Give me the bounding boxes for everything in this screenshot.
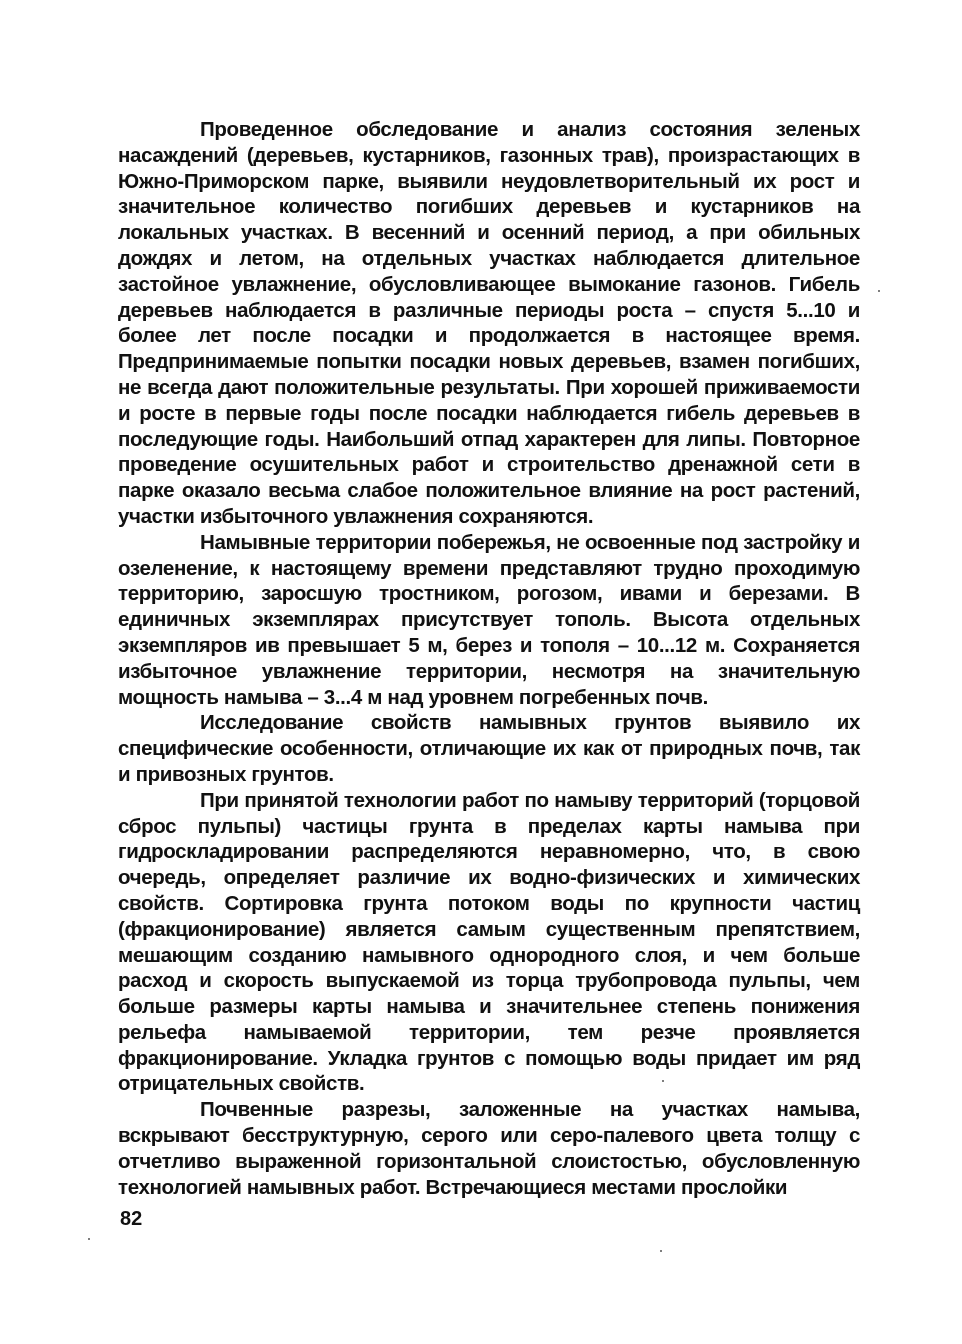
scan-speck <box>660 1250 662 1252</box>
body-text <box>118 117 860 1200</box>
paragraph-1: Проведенное обследование и анализ состояния зеленых насаждений (деревьев, кустарников, газонных трав), произрастающих в Южно-Приморском парке, выявили неудовлетворительный их рост и значительное количество погибших деревьев и кустарников на локальных участках. В весенний и осенний период, а при обильных дождях и летом, на отдельных участках наблюдается длительное застойное увлажнение, обусловливающее вымокание газонов. Гибель деревьев наблюдается в различные периоды роста – спустя 5...10 и более лет после посадки и продолжается в настоящее время. Предпринимаемые попытки посадки новых деревьев, взамен погибших, не всегда дают положительные результаты. При хорошей приживаемости и росте в первые годы после посадки наблюдается гибель деревьев в последующие годы. Наибольший отпад характерен для липы. Повторное проведение осушительных работ и строительство дренажной сети в парке оказало весьма слабое положительное влияние на рост растений, участки избыточного увлажнения сохраняются. <box>118 118 860 528</box>
scan-speck <box>88 1238 90 1240</box>
scan-speck <box>662 1080 664 1082</box>
paragraph-4: При принятой технологии работ по намыву территорий (торцовой сброс пульпы) частицы грунта в пределах карты намыва при гидроскладировании распределяются неравномерно, что, в свою очередь, определяет различие их водно-физических и химических свойств. Сортировка грунта потоком воды по крупности частиц (фракционирование) является самым существенным препятствием, мешающим созданию намывного однородного слоя, и чем больше расход и скорость выпускаемой из торца трубопровода пульпы, чем больше размеры карты намыва и значительнее степень понижения рельефа намываемой территории, тем резче проявляется фракционирование. Укладка грунтов с помощью воды придает им ряд отрицательных свойств. <box>118 788 860 1096</box>
page-number: 82 <box>120 1208 143 1230</box>
scan-speck <box>878 290 880 292</box>
paragraph-5: Почвенные разрезы, заложенные на участках намыва, вскрывают бесструктурную, серого или серо-палевого цвета толщу с отчетливо выраженной горизонтальной слоистостью, обусловленную технологией намывных работ. Встречающиеся местами прослойки <box>118 1098 860 1199</box>
paragraph-2: Намывные территории побережья, не освоенные под застройку и озеленение, к настоящему времени представляют трудно проходимую территорию, заросшую тростником, рогозом, ивами и березами. В единичных экземплярах присутствует тополь. Высота отдельных экземпляров ив превышает 5 м, берез и тополя – 10...12 м. Сохраняется избыточное увлажнение территории, несмотря на значительную мощность намыва – 3...4 м над уровнем погребенных почв. <box>118 530 860 709</box>
paragraph-3: Исследование свойств намывных грунтов выявило их специфические особенности, отличающие их как от природных почв, так и привозных грунтов. <box>118 711 860 786</box>
